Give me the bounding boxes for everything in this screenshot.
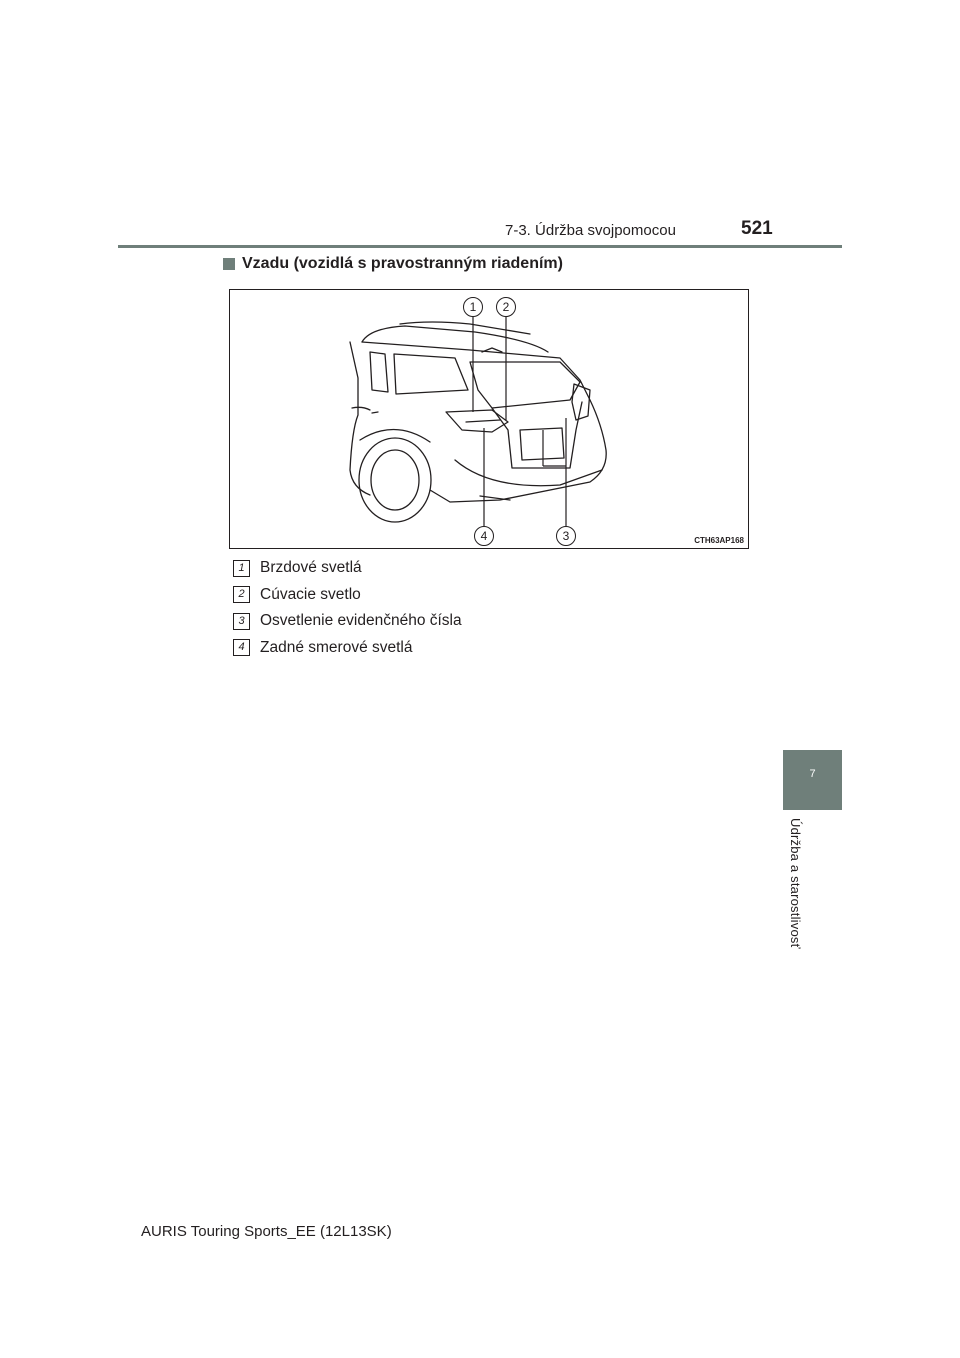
legend-item	[233, 582, 462, 609]
legend-item	[233, 635, 462, 662]
legend-number: 1	[233, 560, 250, 577]
page-number: 521	[741, 218, 773, 239]
chapter-tab[interactable]	[783, 750, 842, 810]
section-heading	[223, 255, 563, 273]
legend-label: Cúvacie svetlo	[260, 585, 361, 603]
legend-item	[233, 608, 462, 635]
legend-number: 2	[233, 586, 250, 603]
figure-box	[229, 289, 749, 549]
header-section-title: 7-3. Údržba svojpomocou	[505, 222, 676, 239]
legend-label: Brzdové svetlá	[260, 559, 362, 577]
car-rear-illustration	[230, 290, 749, 549]
legend-item	[233, 555, 462, 582]
figure-code: CTH63AP168	[694, 536, 744, 545]
legend-number: 4	[233, 639, 250, 656]
legend-label: Osvetlenie evidenčného čísla	[260, 612, 462, 630]
footer-text: AURIS Touring Sports_EE (12L13SK)	[141, 1223, 392, 1240]
heading-text: Vzadu (vozidlá s pravostranným riadením)	[242, 255, 563, 272]
header-rule	[118, 245, 842, 248]
legend-number: 3	[233, 613, 250, 630]
callout-4: 4	[474, 526, 494, 546]
callout-2: 2	[496, 297, 516, 317]
chapter-tab-number: 7	[809, 768, 816, 780]
heading-bullet-icon	[223, 258, 235, 270]
callout-3: 3	[556, 526, 576, 546]
callout-1: 1	[463, 297, 483, 317]
legend-label: Zadné smerové svetlá	[260, 638, 413, 656]
legend-list	[233, 555, 462, 661]
chapter-tab-label: Údržba a starostlivosť	[788, 818, 803, 949]
